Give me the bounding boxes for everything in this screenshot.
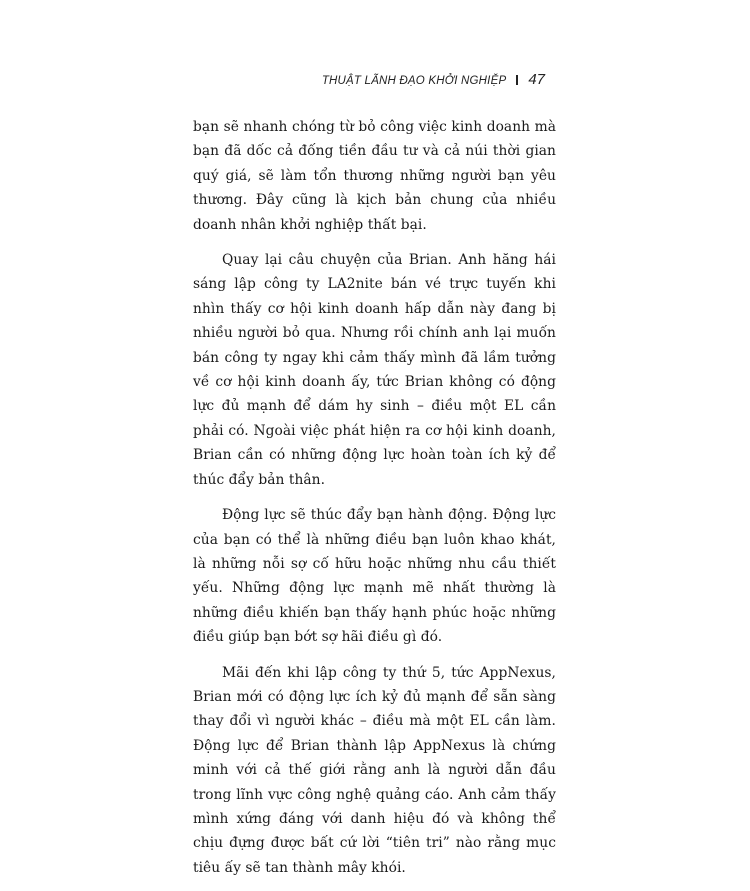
running-header xyxy=(322,71,545,88)
paragraph: bạn sẽ nhanh chóng từ bỏ công việc kinh doanh mà bạn đã dốc cả đống tiền đầu tư và cả núi thời gian quý giá, sẽ làm tổn thương những người bạn yêu thương. Đây cũng là kịch bản chung của nhiều doanh nhân khởi nghiệp thất bại. xyxy=(193,119,556,233)
paragraph: Quay lại câu chuyện của Brian. Anh hăng hái sáng lập công ty LA2nite bán vé trực tuyến khi nhìn thấy cơ hội kinh doanh hấp dẫn này đang bị nhiều người bỏ qua. Nhưng rồi chính anh lại muốn bán công ty ngay khi cảm thấy mình đã lầm tưởng về cơ hội kinh doanh ấy, tức Brian không có động lực đủ mạnh để dám hy sinh – điều một EL cần phải có. Ngoài việc phát hiện ra cơ hội kinh doanh, Brian cần có những động lực hoàn toàn ích kỷ để thúc đẩy bản thân. xyxy=(193,252,556,488)
body-text xyxy=(193,115,556,891)
paragraph: Mãi đến khi lập công ty thứ 5, tức AppNexus, Brian mới có động lực ích kỷ đủ mạnh để sẵn sàng thay đổi vì người khác – điều mà một EL cần làm. Động lực để Brian thành lập AppNexus là chứng minh với cả thế giới rằng anh là người dẫn đầu trong lĩnh vực công nghệ quảng cáo. Anh cảm thấy mình xứng đáng với danh hiệu đó và không thể chịu đựng được bất cứ lời “tiên tri” nào rằng mục tiêu ấy sẽ tan thành mây khói. xyxy=(193,664,556,876)
running-title: THUẬT LÃNH ĐẠO KHỞI NGHIỆP xyxy=(321,75,507,87)
paragraph: Động lực sẽ thúc đẩy bạn hành động. Động lực của bạn có thể là những điều bạn luôn khao khát, là những nỗi sợ cố hữu hoặc những nhu cầu thiết yếu. Những động lực mạnh mẽ nhất thường là những điều khiến bạn thấy hạnh phúc hoặc những điều giúp bạn bớt sợ hãi điều gì đó. xyxy=(193,507,556,646)
page-number: 47 xyxy=(528,71,545,88)
header-separator xyxy=(516,75,518,85)
